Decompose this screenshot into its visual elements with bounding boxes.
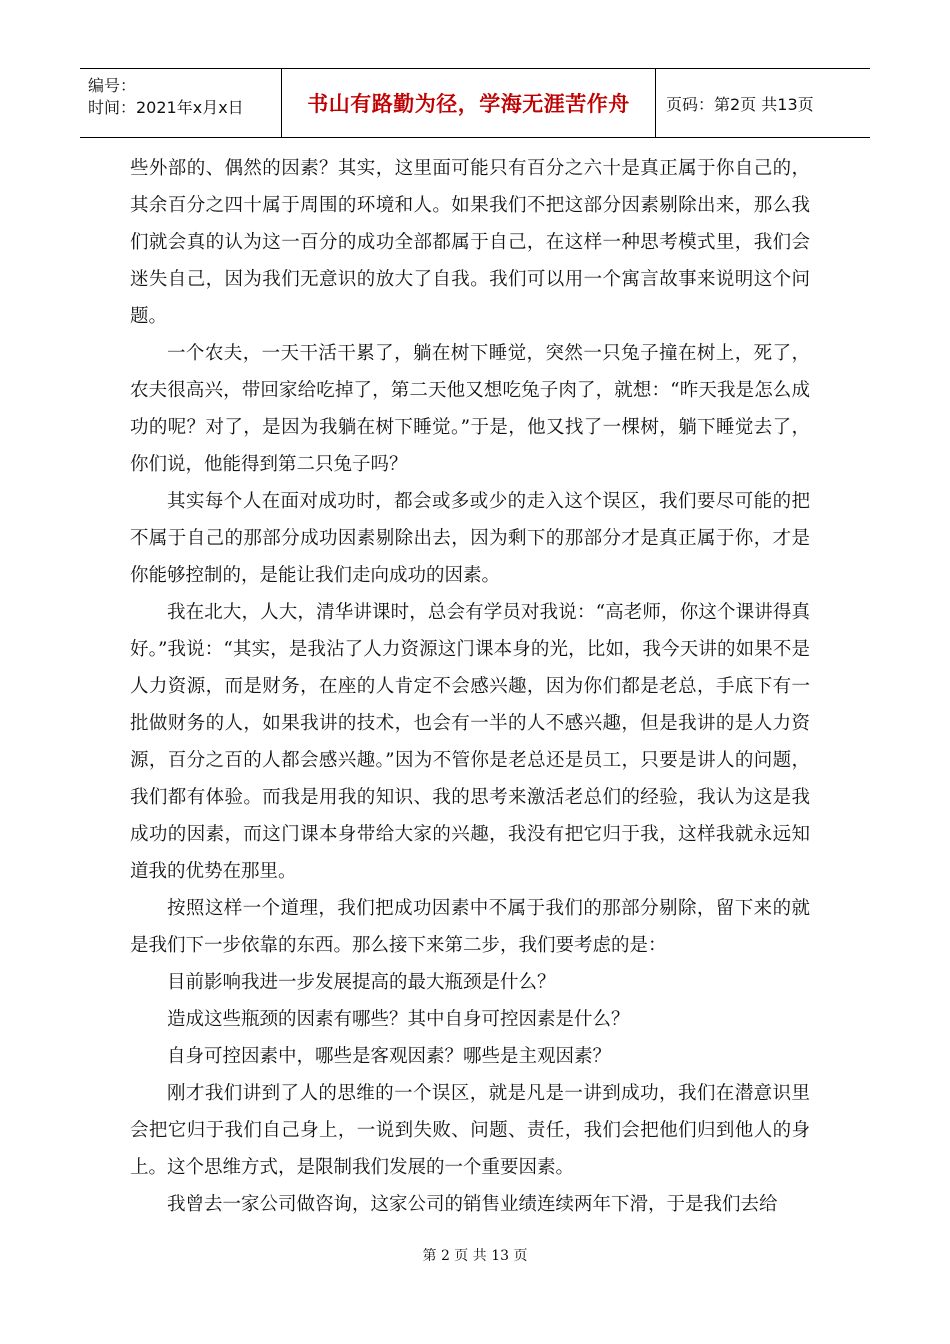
paragraph-farmer-fable: 一个农夫，一天干活干累了，躺在树下睡觉，突然一只兔子撞在树上，死了，农夫很高兴，带回家给吃掉了，第二天他又想吃兔子肉了，就想：“昨天我是怎么成功的呢？对了，是因为我躺在树下睡觉。”于是，他又找了一棵树，躺下睡觉去了，你们说，他能得到第二只兔子吗？: [130, 343, 810, 475]
header-page-number: 页码：第2页 共13页: [666, 94, 814, 114]
question-objective-subjective: 自身可控因素中，哪些是客观因素？哪些是主观因素？: [167, 1046, 612, 1067]
paragraph-continuation: 些外部的、偶然的因素？其实，这里面可能只有百分之六十是真正属于你自己的，其余百分之四十属于周围的环境和人。如果我们不把这部分因素剔除出来，那么我们就会真的认为这一百分的成功全部都属于自己，在这样一种思考模式里，我们会迷失自己，因为我们无意识的放大了自我。我们可以用一个寓言故事来说明这个问题。: [130, 158, 810, 327]
document-header: [80, 68, 870, 138]
header-info-cell: [80, 69, 282, 137]
question-factors: 造成这些瓶颈的因素有哪些？其中自身可控因素是什么？: [167, 1009, 630, 1030]
paragraph-consulting-case: 我曾去一家公司做咨询，这家公司的销售业绩连续两年下滑，于是我们去给: [167, 1194, 778, 1215]
paragraph-lecture-example: 我在北大，人大，清华讲课时，总会有学员对我说：“高老师，你这个课讲得真好。”我说：“其实，是我沾了人力资源这门课本身的光，比如，我今天讲的如果不是人力资源，而是财务，在座的人肯定不会感兴趣，因为你们都是老总，手底下有一批做财务的人，如果我讲的技术，也会有一半的人不感兴趣，但是我讲的是人力资源，百分之百的人都会感兴趣。”因为不管你是老总还是员工，只要是讲人的问题，我们都有体验。而我是用我的知识、我的思考来激活老总们的经验，我认为这是我成功的因素，而这门课本身带给大家的兴趣，我没有把它归于我，这样我就永远知道我的优势在那里。: [130, 602, 810, 882]
paragraph-thinking-trap: 刚才我们讲到了人的思维的一个误区，就是凡是一讲到成功，我们在潜意识里会把它归于我们自己身上，一说到失败、问题、责任，我们会把他们归到他人的身上。这个思维方式，是限制我们发展的一个重要因素。: [130, 1083, 810, 1178]
paragraph-misconception: 其实每个人在面对成功时，都会或多或少的走入这个误区，我们要尽可能的把不属于自己的那部分成功因素剔除出去，因为剩下的那部分才是真正属于你，才是你能够控制的，是能让我们走向成功的因素。: [130, 491, 810, 586]
document-number-label: 编号：: [88, 76, 137, 95]
question-bottleneck: 目前影响我进一步发展提高的最大瓶颈是什么？: [167, 972, 556, 993]
header-motto: 书山有路勤为径，学海无涯苦作舟: [282, 69, 656, 137]
paragraph-second-step: 按照这样一个道理，我们把成功因素中不属于我们的那部分剔除，留下来的就是我们下一步依靠的东西。那么接下来第二步，我们要考虑的是：: [130, 898, 810, 956]
document-body: [130, 150, 810, 1223]
document-date-label: 时间：2021年x月x日: [88, 98, 244, 117]
page-footer: 第 2 页 共 13 页: [422, 1248, 528, 1264]
